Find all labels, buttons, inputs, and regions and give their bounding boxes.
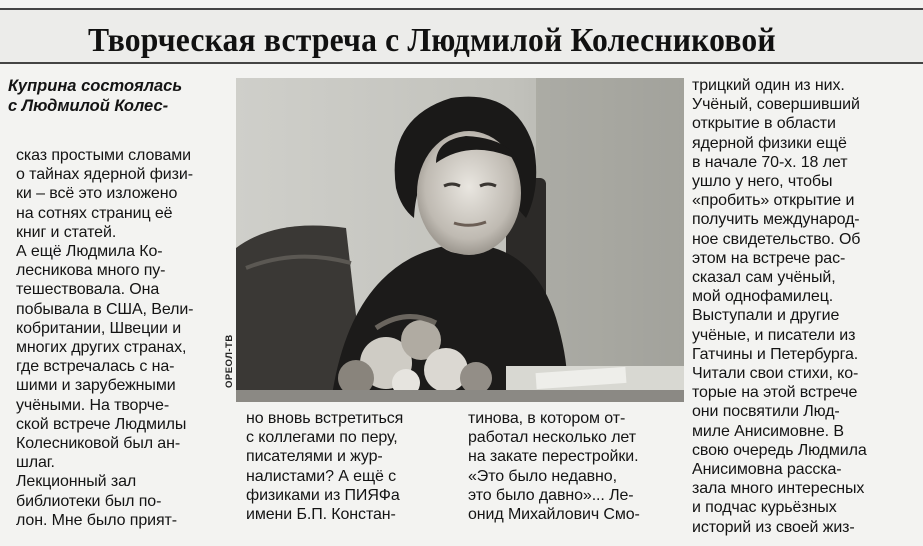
photo-credit: ОРЕОЛ-ТВ: [224, 334, 235, 388]
text-column-2: но вновь встретиться с коллегами по перу, писателями и жур- налистами? А ещё с физиками из ПИЯФа имени Б.П. Констан-: [246, 410, 404, 524]
text-column-4: трицкий один из них. Учёный, совершивший открытие в области ядерной физики ещё в начале 70-х. 18 лет ушло у него, чтобы «пробить» открытие и получить международ- ное свидетельство. Об этом на встрече рас- сказал сам учёный, мой однофамилец. Выступали и другие учёные, и писатели из Гатчины и Петербурга. Читали свои стихи, ко- торые на этой встрече они посвятили Люд- миле Анисимовне. В свою очередь Людмила Анисимовна расска- зала много интересных и подчас курьёзных историй из своей жиз-: [692, 77, 867, 536]
text-column-1: сказ простыми словами о тайнах ядерной физи- ки – всё это изложено на сотнях страниц её книг и статей. А ещё Людмила Ко- лесникова много пу- тешествовала. Она побывала в США, Вели- кобритании, Швеции и многих других странах, где встречалась с на- шими и зарубежными учёными. На творче- ской встрече Людмилы Колесниковой был ан- шлаг. Лекционный зал библиотеки был по- лон. Мне было прият-: [16, 147, 194, 529]
headline-bar: [0, 8, 923, 64]
article-headline: Творческая встреча с Людмилой Колесниковой: [88, 22, 776, 59]
text-column-3: тинова, в котором от- работал несколько лет на закате перестройки. «Это было недавно, это было давно»... Ле- онид Михайлович Смо-: [468, 410, 640, 524]
portrait-illustration: [236, 78, 684, 402]
article-photo: [236, 78, 684, 402]
lead-text: Куприна состоялась с Людмилой Колес-: [8, 77, 183, 115]
